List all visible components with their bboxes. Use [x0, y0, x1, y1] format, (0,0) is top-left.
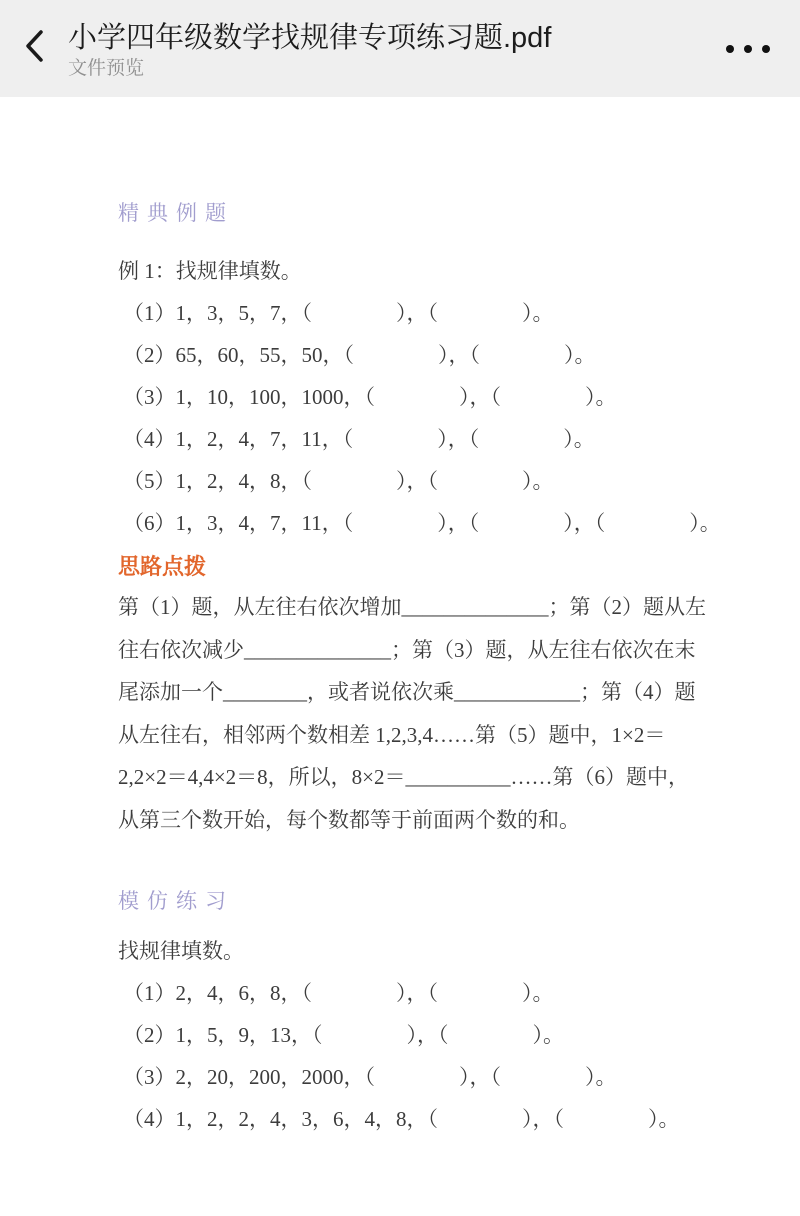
example-item: （5）1，2，4，8，（ ），（ ）。	[123, 469, 554, 493]
ellipsis-icon	[726, 45, 770, 53]
section-heading-hints: 思路点拨	[118, 554, 207, 579]
example-item: （6）1，3，4，7，11，（ ），（ ），（ ）。	[123, 511, 721, 535]
example-item: （2）65，60，55，50，（ ），（ ）。	[123, 343, 596, 367]
example-item: （1）1，3，5，7，（ ），（ ）。	[123, 301, 554, 325]
file-title: 小学四年级数学找规律专项练习题.pdf	[68, 21, 552, 54]
practice-item: （1）2，4，6，8，（ ），（ ）。	[123, 981, 554, 1005]
pdf-page	[0, 97, 800, 1140]
hint-line: 往右依次减少______________；第（3）题，从左往右依次在末	[118, 637, 696, 662]
practice-item: （4）1，2，2，4，3，6，4，8，（ ），（ ）。	[123, 1107, 680, 1131]
hint-line: 尾添加一个________，或者说依次乘____________；第（4）题	[118, 680, 696, 704]
practice-item: （3）2，20，200，2000，（ ），（ ）。	[123, 1065, 617, 1089]
example-items	[118, 292, 770, 544]
hint-line: 第（1）题，从左往右依次增加______________；第（2）题从左	[118, 595, 706, 619]
hint-line: 从左往右，相邻两个数相差 1,2,3,4……第（5）题中，1×2＝	[118, 722, 666, 747]
more-button[interactable]	[696, 0, 800, 97]
preview-label: 文件预览	[68, 57, 145, 79]
practice-items	[118, 972, 770, 1140]
practice-intro: 找规律填数。	[118, 939, 244, 963]
back-button[interactable]	[0, 0, 68, 97]
practice-item: （2）1，5，9，13，（ ），（ ）。	[123, 1023, 564, 1047]
header-text-block	[68, 17, 696, 81]
example-item: （3）1，10，100，1000，（ ），（ ）。	[123, 385, 617, 409]
file-preview-header	[0, 0, 800, 97]
hint-line: 2,2×2＝4,4×2＝8，所以，8×2＝__________……第（6）题中，	[118, 765, 690, 789]
section-heading-practice: 模仿练习	[118, 889, 234, 913]
example-item: （4）1，2，4，7，11，（ ），（ ）。	[123, 427, 595, 451]
hint-line: 从第三个数开始，每个数都等于前面两个数的和。	[118, 807, 580, 832]
hints-paragraph	[118, 586, 770, 841]
section-heading-example: 精典例题	[118, 201, 234, 225]
example-intro: 例 1：找规律填数。	[118, 259, 302, 283]
chevron-left-icon	[23, 29, 45, 68]
